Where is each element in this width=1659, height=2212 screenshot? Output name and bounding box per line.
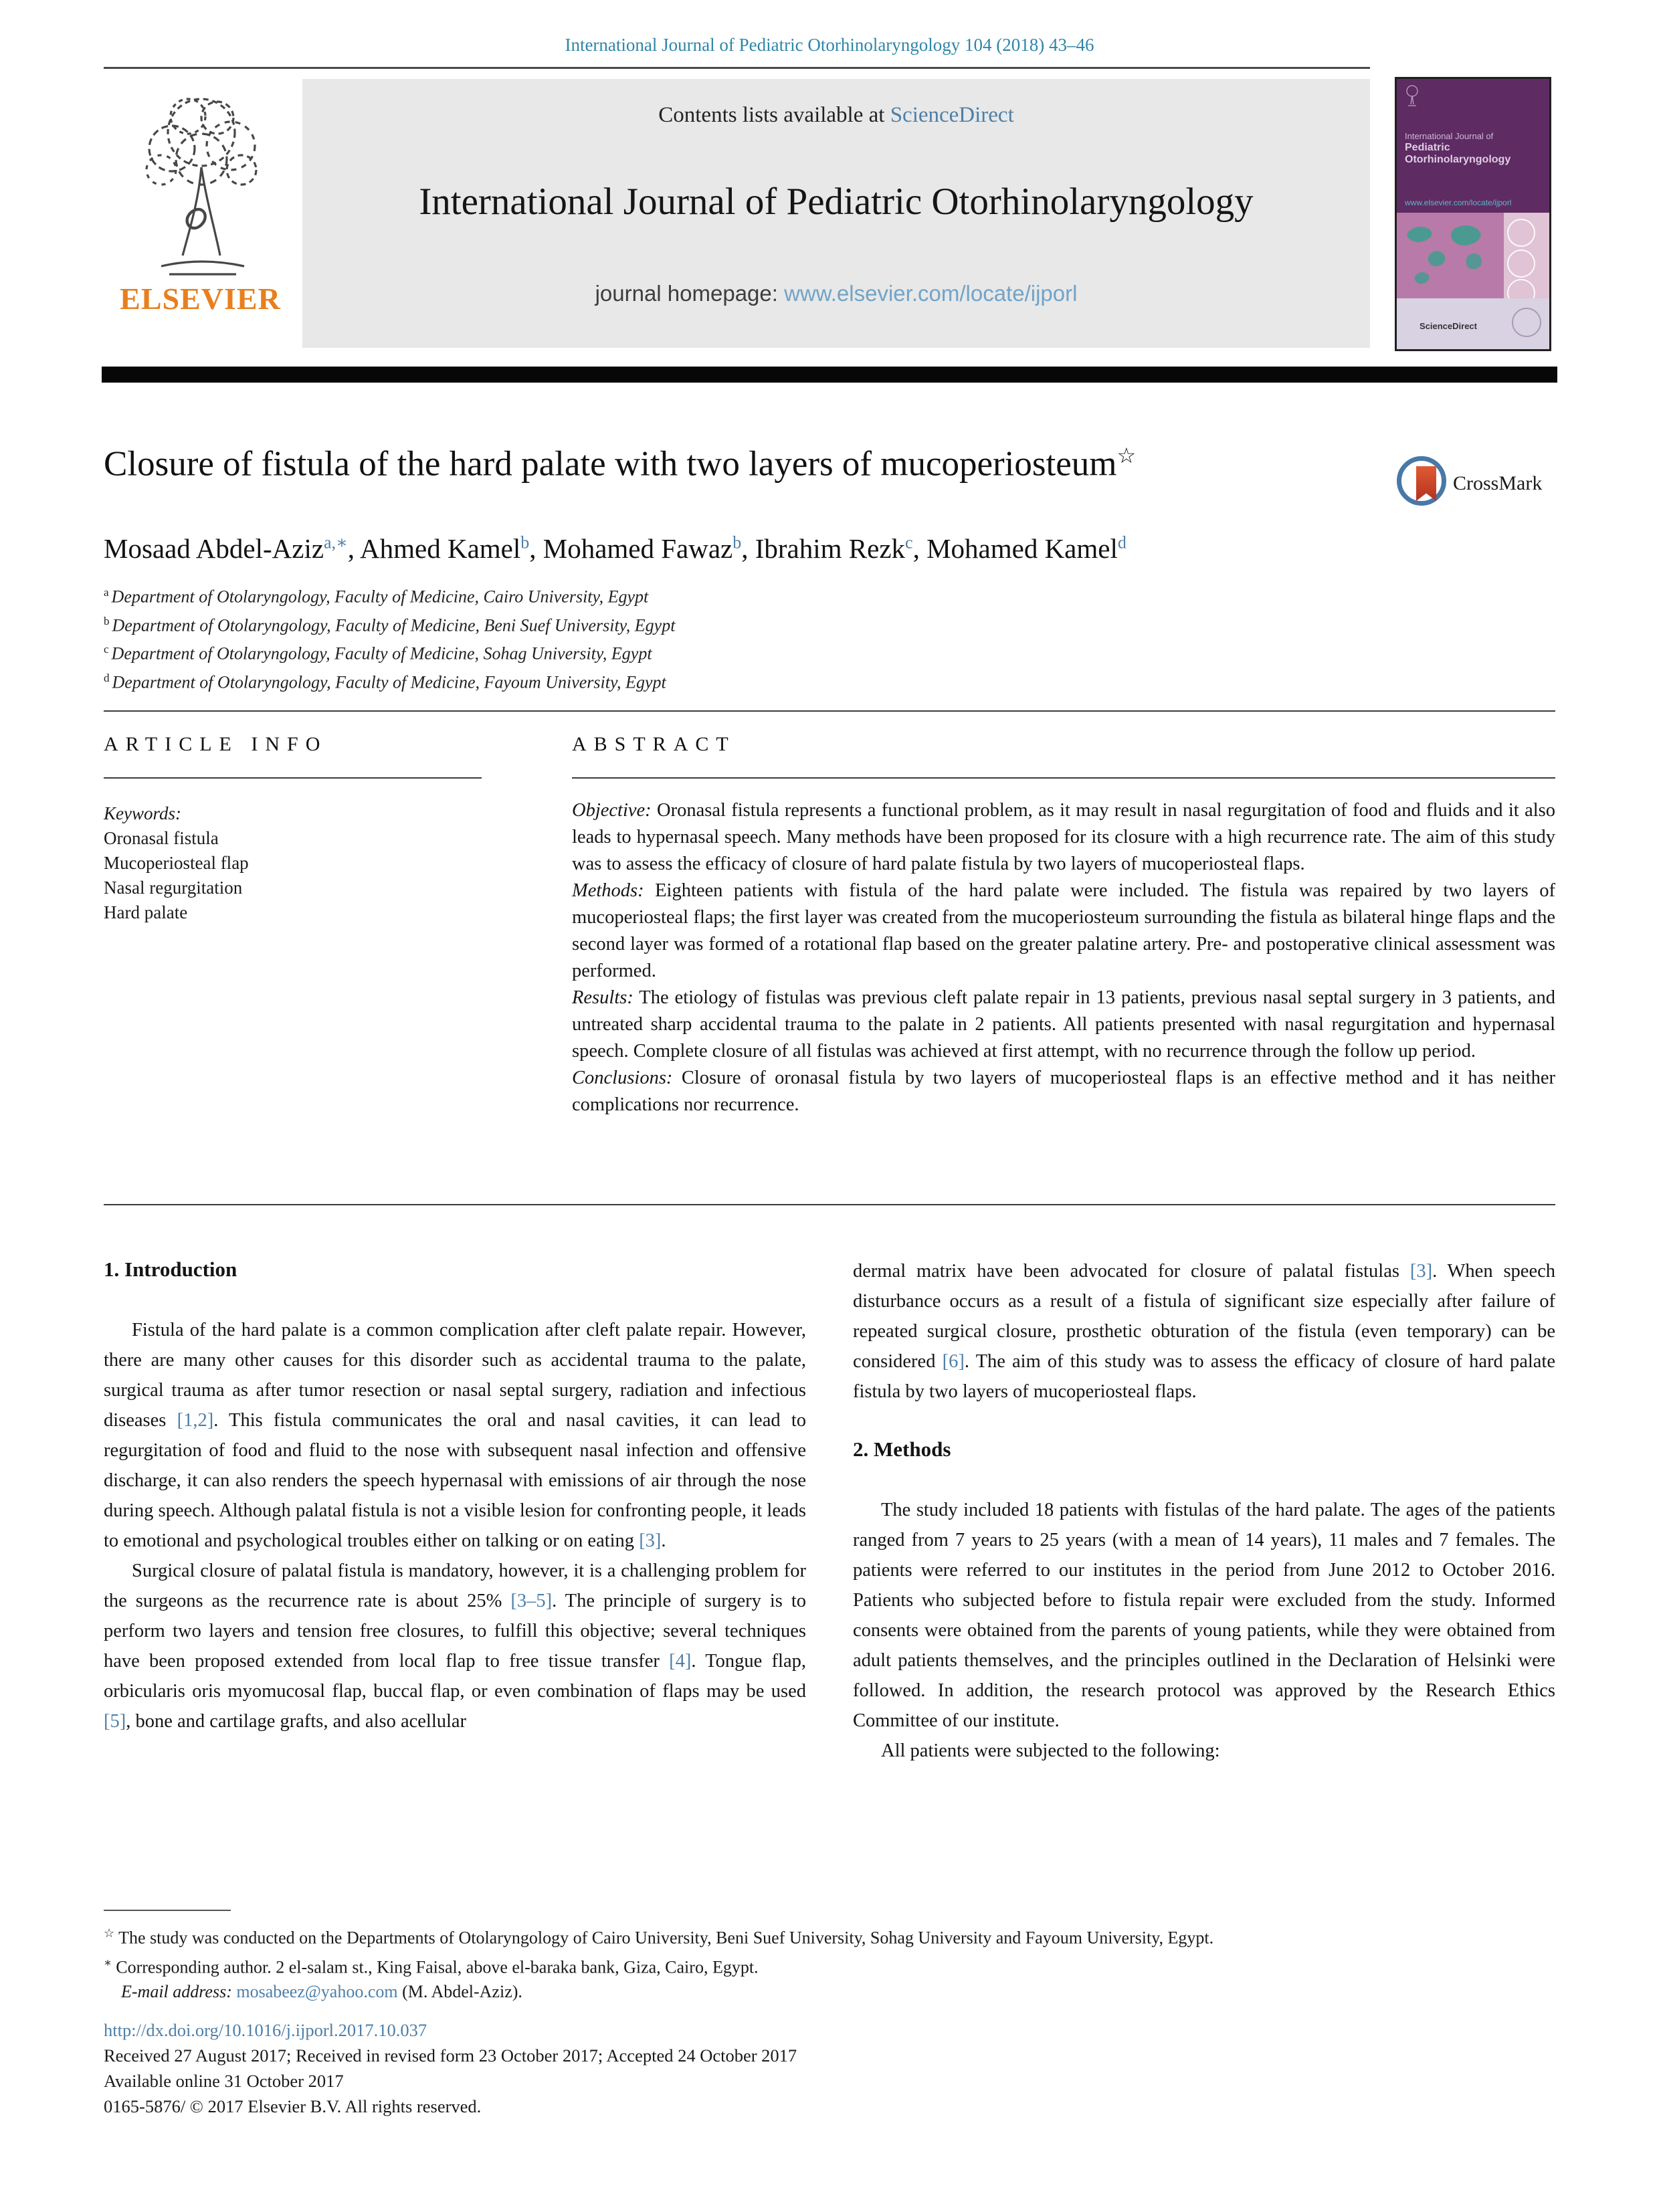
footnote-divider [104,1910,231,1911]
homepage-prefix: journal homepage: [595,281,785,306]
masthead-bottom-bar [102,367,1557,383]
author: Ahmed Kamel$^b$ [360,532,530,564]
email-link[interactable]: mosabeez@yahoo.com [236,1982,398,2002]
doi-link[interactable]: http://dx.doi.org/10.1016/j.ijporl.2017.10.037 [104,2020,427,2040]
footnote-star-mark: ☆ [104,1926,115,1940]
sciencedirect-link[interactable]: ScienceDirect [890,103,1014,127]
footnote-asterisk-mark: ∗ [104,1955,112,1969]
article-title-text: Closure of fistula of the hard palate with two layers of mucoperiosteum [104,444,1117,484]
author-list: Mosaad Abdel-Aziz$^{a,∗}$, Ahmed Kamel$^b$, Mohamed Fawaz$^b$, Ibrahim Rezk$^c$, Mohamed Kamel$^d$ [104,532,1127,564]
author-affiliation-sup: b [733,532,742,552]
affiliation-row: $^d$ Department of Otolaryngology, Faculty of Medicine, Fayoum University, Egypt [104,671,666,692]
homepage-line [302,281,1370,306]
masthead-box [302,79,1370,348]
author: Mosaad Abdel-Aziz$^{a,∗}$ [104,532,348,564]
cover-bottom [1397,298,1549,349]
journal-title: International Journal of Pediatric Otorhinolaryngology [419,181,1254,223]
cover-title-line2: Pediatric Otorhinolaryngology [1405,142,1511,165]
crossmark-ribbon-icon [1416,466,1436,501]
elsevier-logo[interactable] [102,82,299,349]
footnote-corresponding [104,1950,1562,1980]
abstract-body [572,797,1555,1118]
affiliation-row: $^b$ Department of Otolaryngology, Faculty of Medicine, Beni Suef University, Egypt [104,614,676,635]
email-label: E-mail address: [121,1982,232,2002]
paragraph: dermal matrix have been advocated for closure of palatal fistulas [3]. When speech disturbance occurs as a result of a fistula of significant size especially after failure of repeated surgical closure, prosthetic obturation of the fistula (even temporary) can be considered [6]. The aim of this study was to assess the efficacy of closure of hard palate fistula by two layers of mucoperiosteal flaps. [853,1261,1555,1402]
email-suffix: (M. Abdel-Aziz). [397,1982,522,2002]
article-info-heading: ARTICLE INFO [104,733,328,755]
cover-elsevier-tree-icon [1403,84,1421,110]
keyword-item: Mucoperiosteal flap [104,853,249,873]
copyright-line: 0165-5876/ © 2017 Elsevier B.V. All rights reserved. [104,2096,482,2116]
author-affiliation-sup: c [905,532,913,552]
running-head-citation: International Journal of Pediatric Otorhinolaryngology 104 (2018) 43–46 [565,35,1094,55]
abstract-section: Objective: Oronasal fistula represents a functional problem, as it may result in nasal regurgitation of food and fluids and it also leads to hypernasal speech. Many methods have been proposed for its closure with a high recurrence rate. The aim of this study was to assess the efficacy of closure of hard palate fistula by two layers of mucoperiosteal flaps. [572,800,1555,874]
title-footnote-star[interactable]: ☆ [1116,443,1137,468]
author-affiliation-sup: d [1117,532,1127,552]
affiliation-sup: c [104,643,109,656]
elsevier-tree-icon [102,82,299,280]
abstract-section-label: Objective: [572,800,652,821]
section-heading: 2. Methods [853,1437,951,1461]
contents-line [302,103,1370,128]
crossmark-label: CrossMark [1453,472,1543,494]
available-line: Available online 31 October 2017 [104,2071,344,2091]
cover-top [1397,79,1549,213]
cover-url: www.elsevier.com/locate/ijporl [1405,198,1512,207]
contents-prefix: Contents lists available at [658,103,890,127]
homepage-link[interactable]: www.elsevier.com/locate/ijporl [784,281,1078,306]
author: Mohamed Fawaz$^b$ [543,532,742,564]
abstract-section-label: Methods: [572,880,644,901]
cover-map-art [1397,213,1549,298]
footer-block [104,2017,1562,2119]
cover-sciencedirect: ScienceDirect [1420,321,1477,331]
affiliation-row: $^a$ Department of Otolaryngology, Faculty of Medicine, Cairo University, Egypt [104,586,649,607]
section-divider-bottom [104,1204,1555,1205]
keyword-item: Oronasal fistula [104,828,219,848]
body-column-right [853,1256,1555,1766]
article-title [104,443,1388,484]
journal-cover-thumbnail[interactable] [1395,77,1551,351]
keywords-block [104,801,505,925]
affiliation-sup: d [104,671,110,684]
elsevier-wordmark: ELSEVIER [120,282,281,316]
abstract-section: Results: The etiology of fistulas was previous cleft palate repair in 13 patients, previous nasal septal surgery in 3 patients, and untreated sharp accidental trauma to the palate in 2 patients. All patients presented with nasal regurgitation and hypernasal speech. Complete closure of all fistulas was achieved at first attempt, with no recurrence through the follow up period. [572,987,1555,1062]
section-heading: 1. Introduction [104,1258,237,1281]
citation-ref[interactable]: [3–5] [510,1591,553,1611]
keywords-label: Keywords: [104,803,181,823]
affiliation-row: $^c$ Department of Otolaryngology, Faculty of Medicine, Sohag University, Egypt [104,643,652,664]
citation-ref[interactable]: [3] [639,1530,662,1551]
abstract-section: Methods: Eighteen patients with fistula of the hard palate were included. The fistula was repaired by two layers of mucoperiosteal flaps; the first layer was created from the mucoperiosteum surrounding the fistula as bilateral hinge flaps and the second layer was formed of a rotational flap based on the greater palatine artery. Pre- and postoperative clinical assessment was performed. [572,880,1555,981]
received-line: Received 27 August 2017; Received in revised form 23 October 2017; Accepted 24 October 2017 [104,2045,797,2066]
author: Ibrahim Rezk$^c$ [755,532,913,564]
footnote-email [104,1979,1562,2004]
abstract-heading: ABSTRACT [572,733,736,755]
body-column-left [104,1256,806,1736]
affiliation-list [104,581,1388,695]
crossmark-badge[interactable] [1397,456,1557,516]
author-affiliation-sup: b [520,532,530,552]
header-divider [104,67,1370,69]
citation-ref[interactable]: [6] [942,1351,965,1372]
abstract-section: Conclusions: Closure of oronasal fistula by two layers of mucoperiosteal flaps is an effective method and it has neither complications nor recurrence. [572,1068,1555,1115]
affiliation-sup: b [104,614,110,627]
keywords-list [104,826,505,925]
author-affiliation-sup: a,∗ [324,532,348,552]
citation-ref[interactable]: [5] [104,1711,126,1732]
keyword-item: Hard palate [104,902,188,922]
section-divider-top [104,710,1555,712]
paragraph: Fistula of the hard palate is a common complication after cleft palate repair. However, there are many other causes for this disorder such as accidental trauma to the palate, surgical trauma as after tumor resection or nasal septal surgery, radiation and infectious diseases [1,2]. This fistula communicates the oral and nasal cavities, it can lead to regurgitation of food and fluid to the nose with subsequent nasal infection and offensive discharge, it can also renders the speech hypernasal with emissions of air through the nose during speech. Although palatal fistula is not a visible lesion for confronting people, it leads to emotional and psychological troubles either on talking or on eating [3]. [104,1320,806,1551]
paragraph: All patients were subjected to the following: [881,1740,1220,1761]
affiliation-sup: a [104,586,109,599]
footnotes-block [104,1921,1562,2004]
footnote-study-text: The study was conducted on the Departments of Otolaryngology of Cairo University, Beni Suef University, Sohag University and Fayoum University, Egypt. [118,1928,1214,1948]
footnote-corresponding-text: Corresponding author. 2 el-salam st., King Faisal, above el-baraka bank, Giza, Cairo, Egypt. [116,1957,759,1977]
cover-title-line1: International Journal of [1405,131,1494,141]
paragraph: Surgical closure of palatal fistula is mandatory, however, it is a challenging problem for the surgeons as the recurrence rate is about 25% [3–5]. The principle of surgery is to perform two layers and tension free closures, to fulfill this objective; several techniques have been proposed extended from local flap to free tissue transfer [4]. Tongue flap, orbicularis oris myomucosal flap, buccal flap, or even combination of flaps may be used [5], bone and cartilage grafts, and also acellular [104,1561,806,1732]
article-info-underline [104,777,482,779]
citation-ref[interactable]: [3] [1409,1261,1433,1282]
keyword-item: Nasal regurgitation [104,878,243,898]
abstract-section-label: Conclusions: [572,1068,673,1088]
abstract-underline [572,777,1555,779]
footnote-study [104,1921,1562,1950]
crossmark-icon [1397,456,1446,506]
cover-ring-decoration [1512,308,1541,337]
author: Mohamed Kamel$^d$ [926,532,1127,564]
paragraph: The study included 18 patients with fistulas of the hard palate. The ages of the patients ranged from 7 years to 25 years (with a mean of 14 years), 11 males and 7 females. The patients were referred to our institutes in the period from June 2012 to October 2016. Patients who subjected before to fistula repair were excluded from the study. Informed consents were obtained from the parents of young patients, while they were obtained from adult patients themselves, and the principles outlined in the Declaration of Helsinki were followed. In addition, the research protocol was approved by the Research Ethics Committee of our institute. [853,1500,1555,1731]
abstract-section-label: Results: [572,987,633,1008]
citation-ref[interactable]: [1,2] [177,1410,214,1431]
citation-ref[interactable]: [4] [669,1651,692,1672]
